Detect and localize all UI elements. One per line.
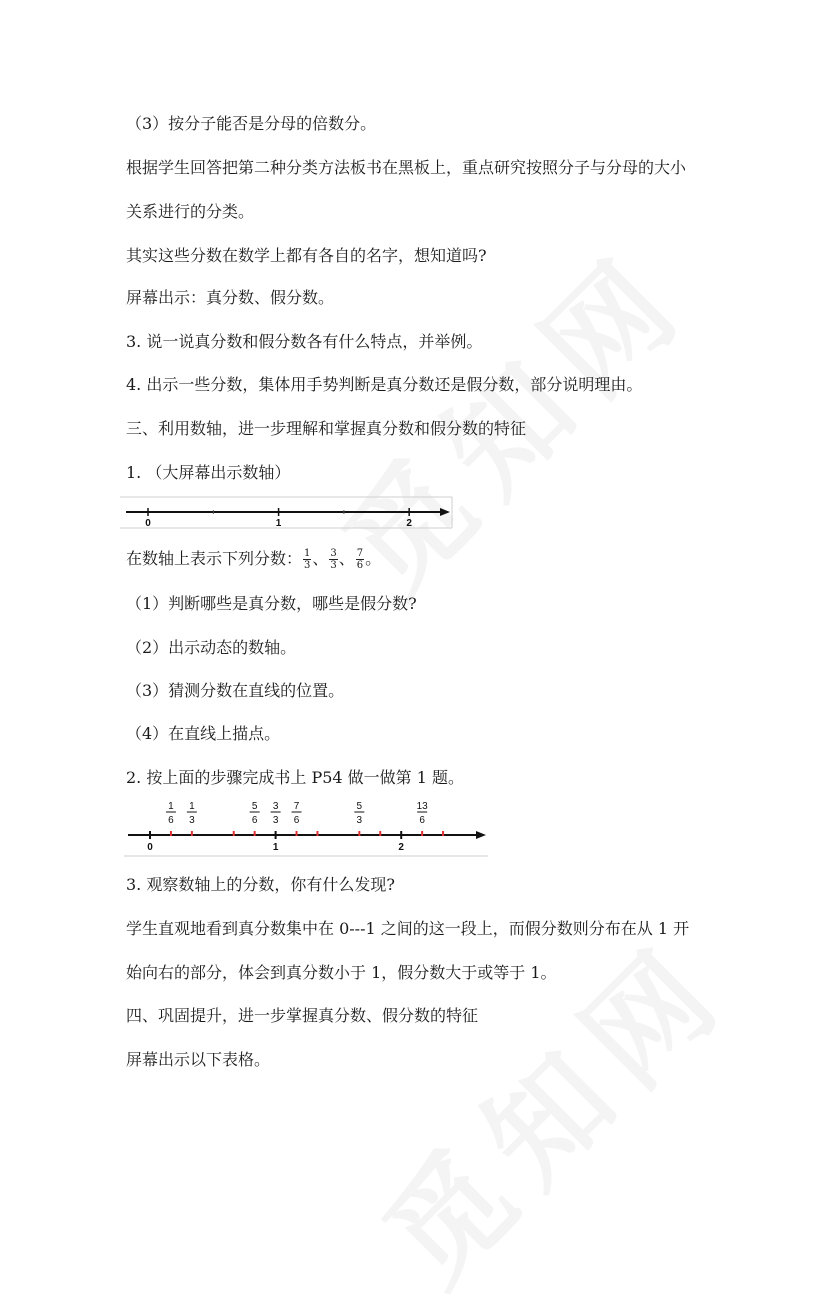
tick-label: 0: [147, 842, 153, 853]
fraction-denominator: 3: [330, 560, 337, 571]
inline-fraction: [303, 548, 311, 571]
text-line-11: （1）判断哪些是真分数，哪些是假分数?: [126, 594, 417, 613]
fraction-label-numerator: 5: [356, 801, 363, 812]
axis-arrow: [476, 831, 486, 839]
text-line-6: 3. 说一说真分数和假分数各有什么特点，并举例。: [126, 332, 483, 351]
fraction-numerator: 1: [304, 548, 311, 559]
text-line-10: [126, 548, 381, 571]
fraction-label-numerator: 3: [272, 801, 279, 812]
tick-label: 0: [145, 518, 151, 529]
text-line-1: （3）按分子能否是分母的倍数分。: [126, 114, 377, 133]
text-line-3: 关系进行的分类。: [126, 202, 255, 221]
text-line-16: 3. 观察数轴上的分数，你有什么发现?: [126, 875, 395, 894]
text-line-17: 学生直观地看到真分数集中在 0---1 之间的这一段上，而假分数则分布在从 1 开: [126, 919, 690, 938]
fraction-label-denominator: 3: [272, 815, 279, 826]
watermark-2: [341, 897, 760, 1315]
fraction-label-denominator: 6: [251, 815, 258, 826]
text-line-12: （2）出示动态的数轴。: [126, 638, 297, 657]
text-line-15: 2. 按上面的步骤完成书上 P54 做一做第 1 题。: [126, 768, 465, 787]
section-heading-3: 三、利用数轴，进一步理解和掌握真分数和假分数的特征: [126, 419, 527, 438]
fraction-intro-end: 。: [365, 549, 382, 568]
fraction-numerator: 3: [330, 548, 337, 559]
text-line-20: 屏幕出示以下表格。: [126, 1050, 271, 1069]
fraction-label-denominator: 6: [293, 815, 300, 826]
tick-label: 2: [406, 518, 412, 529]
number-line-2: [122, 797, 492, 859]
fraction-label-denominator: 6: [168, 815, 174, 826]
inline-fraction-list: [302, 548, 365, 571]
fraction-intro-text: 在数轴上表示下列分数：: [126, 549, 303, 568]
inline-fraction: [356, 548, 364, 571]
fraction-label-numerator: 1: [168, 801, 174, 812]
fraction-denominator: 3: [304, 560, 311, 571]
fraction-label-numerator: 5: [251, 801, 258, 812]
fraction-label-numerator: 7: [293, 801, 300, 812]
tick-label: 1: [275, 518, 282, 529]
fraction-numerator: 7: [356, 548, 364, 559]
text-line-18: 始向右的部分，体会到真分数小于 1，假分数大于或等于 1。: [126, 963, 557, 982]
fraction-label-numerator: 1: [189, 801, 195, 812]
fraction-label-numerator: 13: [416, 801, 428, 812]
text-line-7: 4. 出示一些分数，集体用手势判断是真分数还是假分数，部分说明理由。: [126, 375, 643, 394]
section-heading-4: 四、巩固提升，进一步掌握真分数、假分数的特征: [126, 1006, 479, 1025]
text-line-14: （4）在直线上描点。: [126, 724, 281, 743]
fraction-separator: 、: [338, 549, 355, 568]
text-line-5: 屏幕出示：真分数、假分数。: [126, 288, 335, 307]
axis-arrow: [440, 508, 450, 516]
tick-label: 2: [398, 842, 404, 853]
fraction-label-denominator: 3: [356, 815, 363, 826]
fraction-denominator: 6: [356, 560, 364, 571]
inline-fraction: [329, 548, 337, 571]
text-line-13: （3）猜测分数在直线的位置。: [126, 681, 345, 700]
fraction-label-denominator: 6: [419, 815, 425, 826]
fraction-separator: 、: [312, 549, 329, 568]
text-line-2: 根据学生回答把第二种分类方法板书在黑板上，重点研究按照分子与分母的大小: [126, 158, 687, 177]
tick-label: 1: [272, 842, 279, 853]
text-line-9: 1. （大屏幕出示数轴）: [126, 463, 291, 482]
fraction-label-denominator: 3: [189, 815, 195, 826]
text-line-4: 其实这些分数在数学上都有各自的名字，想知道吗?: [126, 246, 487, 265]
number-line-1: [120, 492, 460, 532]
